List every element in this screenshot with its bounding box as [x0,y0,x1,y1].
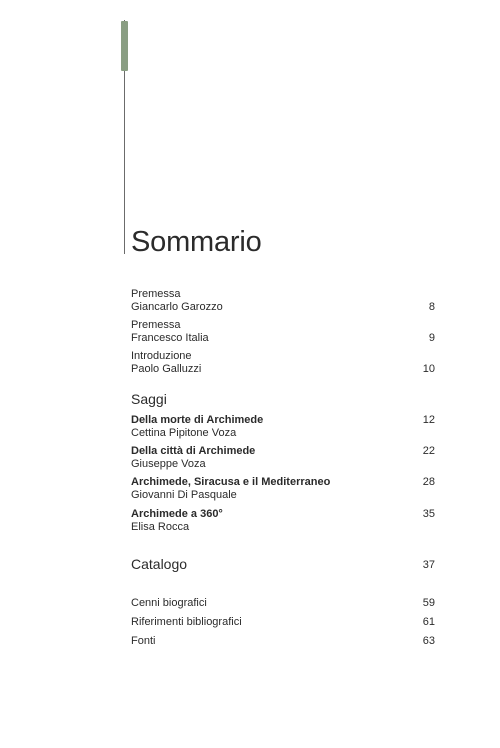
toc-entry [131,508,435,534]
toc-entry [131,350,435,376]
toc-entry [131,476,435,502]
toc-entry-label: Fonti [131,635,156,647]
toc-entry-page: 35 [422,508,435,520]
toc-entry-label: Catalogo [131,556,188,572]
toc-entry [131,288,435,314]
page-title: Sommario [131,226,262,258]
toc-entry-title: Della città di Archimede [131,445,256,457]
toc-entry-author: Cettina Pipitone Voza [131,427,237,439]
section-heading-saggi: Saggi [131,391,167,407]
toc-entry [131,414,435,440]
toc-entry-author: Elisa Rocca [131,521,190,533]
toc-entry-page: 37 [422,559,435,571]
toc-entry-author: Francesco Italia [131,332,209,344]
toc-entry-author: Giancarlo Garozzo [131,301,223,313]
toc-entry-page: 22 [422,445,435,457]
toc-entry-label: Premessa [131,288,181,300]
toc-entry-label: Premessa [131,319,181,331]
toc-entry-page: 59 [422,597,435,609]
toc-entry-page: 9 [428,332,435,344]
accent-bar [121,21,128,71]
toc-entry-page: 12 [422,414,435,426]
toc-entry-author: Giovanni Di Pasquale [131,489,237,501]
toc-entry-page: 63 [422,635,435,647]
toc-entry [131,635,435,647]
toc-entry-label: Riferimenti bibliografici [131,616,242,628]
toc-entry-author: Paolo Galluzzi [131,363,202,375]
toc-entry [131,445,435,471]
toc-entry-page: 61 [422,616,435,628]
toc-entry-title: Della morte di Archimede [131,414,264,426]
toc-entry-title: Archimede, Siracusa e il Mediterraneo [131,476,331,488]
toc-entry-label: Cenni biografici [131,597,207,609]
toc-entry-title: Archimede a 360° [131,508,223,520]
toc-catalogo [131,556,435,572]
toc-entry [131,319,435,345]
toc-entry-page: 8 [428,301,435,313]
toc-entry [131,597,435,609]
toc-entry-label: Introduzione [131,350,192,362]
toc-entry-page: 28 [422,476,435,488]
toc-entry-author: Giuseppe Voza [131,458,206,470]
toc-entry [131,616,435,628]
toc-entry-page: 10 [422,363,435,375]
